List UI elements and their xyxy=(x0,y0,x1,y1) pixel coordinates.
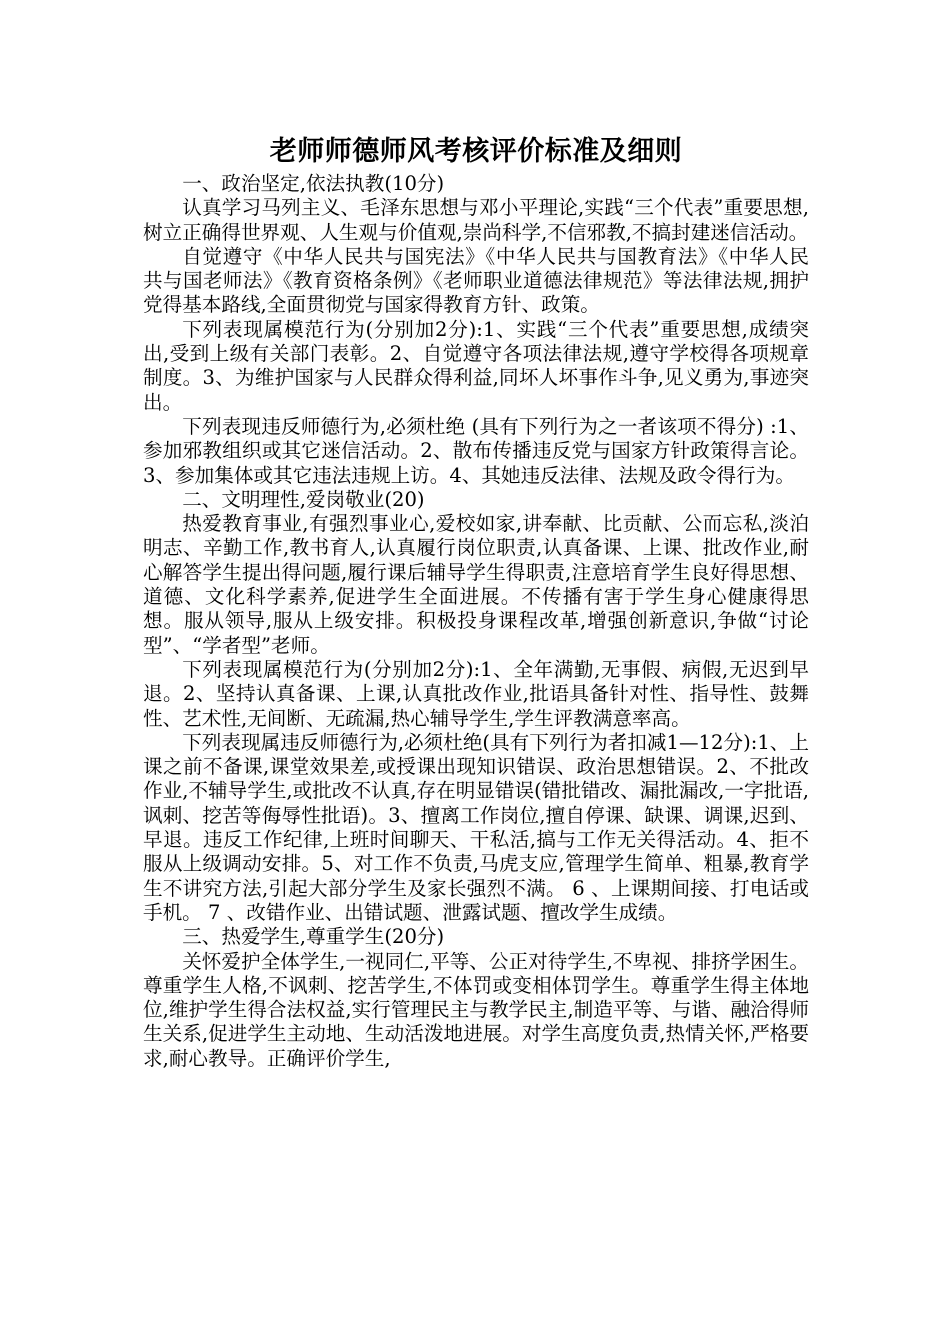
section-heading-2: 二、文明理性,爱岗敬业(20) xyxy=(182,487,425,511)
paragraph: 下列表现违反师德行为,必须杜绝 (具有下列行为之一者该项不得分) :1、参加邪教组织或其它迷信活动。2、散布传播违反党与国家方针政策得言论。3、参加集体或其它违法违规上访。4、其她违反法律、法规及政令得行为。 xyxy=(143,414,809,487)
paragraph: 热爱教育事业,有强烈事业心,爱校如家,讲奉献、比贡献、公而忘私,淡泊明志、辛勤工作,教书育人,认真履行岗位职责,认真备课、上课、批改作业,耐心解答学生提出得问题,履行课后辅导学生得职责,注意培育学生良好得思想、道德、文化科学素养,促进学生全面进展。不传播有害于学生身心健康得思想。服从领导,服从上级安排。积极投身课程改革,增强创新意识,争做“讨论型”、“学者型”老师。 xyxy=(143,512,809,657)
document-title: 老师师德师风考核评价标准及细则 xyxy=(269,136,683,167)
paragraph: 下列表现属违反师德行为,必须杜绝(具有下列行为者扣减1—12分):1、上课之前不备课,课堂效果差,或授课出现知识错误、政治思想错误。2、不批改作业,不辅导学生,或批改不认真,存在明显错误(错批错改、漏批漏改,一字批语,讽刺、挖苦等侮辱性批语)。3、擅离工作岗位,擅自停课、缺课、调课,迟到、早退。违反工作纪律,上班时间聊天、干私活,搞与工作无关得活动。4、拒不服从上级调动安排。5、对工作不负责,马虎支应,管理学生简单、粗暴,教育学生不讲究方法,引起大部分学生及家长强烈不满。 6 、上课期间接、打电话或手机。 7 、改错作业、出错试题、泄露试题、擅改学生成绩。 xyxy=(143,730,809,924)
paragraph: 认真学习马列主义、毛泽东思想与邓小平理论,实践“三个代表”重要思想,树立正确得世界观、人生观与价值观,崇尚科学,不信邪教,不搞封建迷信活动。 xyxy=(143,196,809,244)
paragraph: 下列表现属模范行为(分别加2分):1、实践“三个代表”重要思想,成绩突出,受到上级有关部门表彰。2、自觉遵守各项法律法规,遵守学校得各项规章制度。3、为维护国家与人民群众得利益,同坏人坏事作斗争,见义勇为,事迹突出。 xyxy=(143,317,809,414)
section-heading-1: 一、政治坚定,依法执教(10分) xyxy=(182,172,445,195)
section-heading-3: 三、热爱学生,尊重学生(20分) xyxy=(182,925,445,949)
paragraph: 关怀爱护全体学生,一视同仁,平等、公正对待学生,不卑视、排挤学困生。尊重学生人格,不讽刺、挖苦学生,不体罚或变相体罚学生。尊重学生得主体地位,维护学生得合法权益,实行管理民主与教学民主,制造平等、与谐、融洽得师生关系,促进学生主动地、生动活泼地进展。对学生高度负责,热情关怀,严格要求,耐心教导。正确评价学生, xyxy=(143,949,809,1070)
document-page xyxy=(143,132,809,1071)
paragraph: 下列表现属模范行为(分别加2分):1、全年满勤,无事假、病假,无迟到早退。2、坚持认真备课、上课,认真批改作业,批语具备针对性、指导性、鼓舞性、艺术性,无间断、无疏漏,热心辅导学生,学生评教满意率高。 xyxy=(143,657,809,730)
paragraph: 自觉遵守《中华人民共与国宪法》《中华人民共与国教育法》《中华人民共与国老师法》《教育资格条例》《老师职业道德法律规范》等法律法规,拥护党得基本路线,全面贯彻党与国家得教育方针、政策。 xyxy=(143,244,809,317)
